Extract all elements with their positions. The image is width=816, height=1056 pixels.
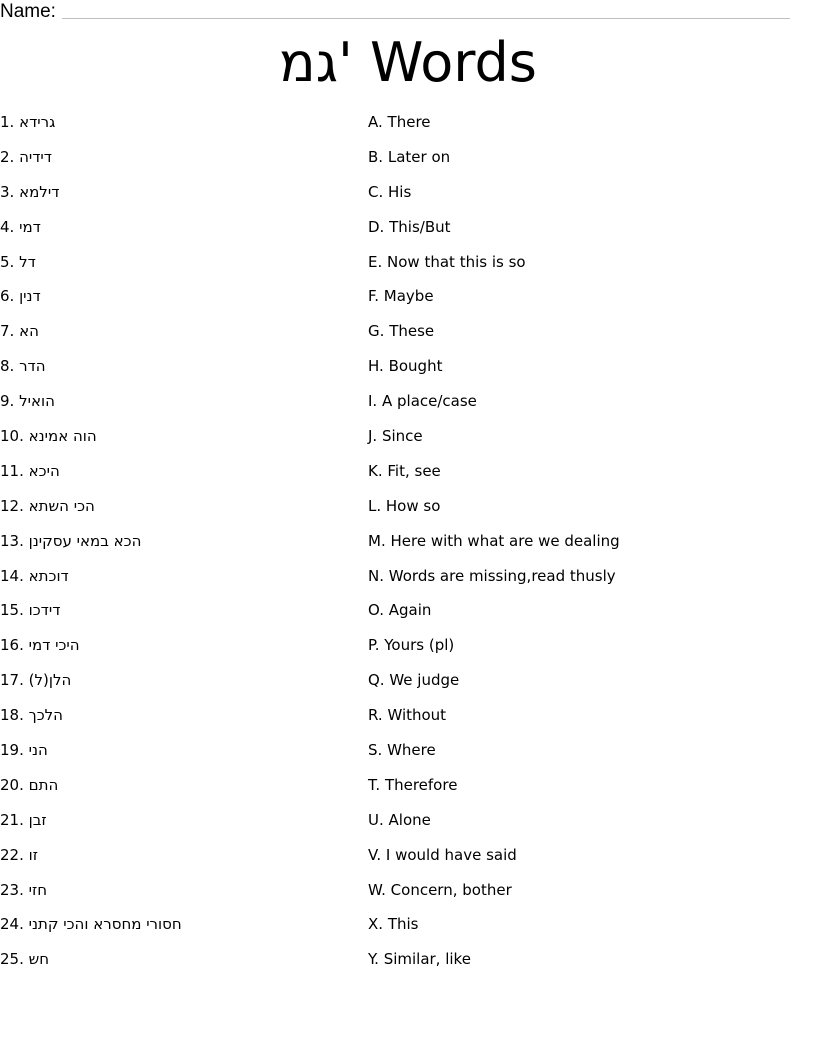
definition-text: Without: [387, 706, 447, 725]
word-number: 12.: [0, 496, 24, 515]
definition-letter: Y.: [368, 950, 379, 969]
definition-item: [368, 703, 808, 738]
definition-letter: S.: [368, 741, 383, 760]
definition-letter: G.: [368, 322, 385, 341]
word-number: 22.: [0, 845, 24, 864]
definition-text: There: [387, 113, 431, 131]
word-text: התם: [28, 775, 59, 794]
word-text: דמי: [19, 217, 41, 236]
definition-text: Maybe: [383, 287, 434, 306]
definition-item: [368, 947, 808, 982]
definition-letter: I.: [368, 392, 378, 411]
definition-text: A place/case: [381, 392, 477, 411]
word-number: 23.: [0, 880, 24, 899]
word-number: 19.: [0, 741, 24, 760]
definition-text: How so: [385, 496, 441, 515]
word-item: [0, 912, 360, 947]
definition-item: [368, 808, 808, 843]
word-text: חסורי מחסרא והכי קתני: [28, 915, 182, 934]
definition-text: We judge: [389, 671, 460, 690]
definition-item: [368, 389, 808, 424]
definition-item: [368, 878, 808, 913]
definition-letter: U.: [368, 810, 384, 829]
definition-letter: W.: [368, 880, 386, 899]
word-number: 16.: [0, 636, 24, 655]
word-item: [0, 843, 360, 878]
definition-text: Here with what are we dealing: [390, 531, 620, 550]
definition-item: [368, 180, 808, 215]
word-item: [0, 494, 360, 529]
word-item: [0, 633, 360, 668]
definition-text: Where: [387, 741, 436, 760]
name-row: [0, 0, 790, 22]
definition-item: [368, 633, 808, 668]
definition-text: Concern, bother: [390, 880, 512, 899]
word-text: הואיל: [19, 392, 55, 411]
word-number: 1.: [0, 113, 15, 131]
word-text: הוה אמינא: [28, 427, 97, 446]
definition-letter: M.: [368, 531, 386, 550]
word-item: [0, 424, 360, 459]
word-number: 10.: [0, 427, 24, 446]
word-text: זו: [28, 845, 38, 864]
definition-letter: J.: [368, 427, 378, 446]
definition-text: Yours (pl): [384, 636, 455, 655]
word-item: [0, 808, 360, 843]
word-text: זבן: [28, 810, 47, 829]
definition-text: Now that this is so: [387, 252, 526, 271]
word-number: 25.: [0, 950, 24, 969]
word-number: 21.: [0, 810, 24, 829]
definition-letter: A.: [368, 113, 383, 131]
word-item: [0, 598, 360, 633]
definition-text: Bought: [388, 357, 443, 376]
word-number: 13.: [0, 531, 24, 550]
word-item: [0, 564, 360, 599]
word-text: חש: [28, 950, 50, 969]
word-text: דוכתא: [28, 566, 69, 585]
name-label: Name:: [0, 1, 56, 22]
word-item: [0, 110, 360, 145]
word-item: [0, 389, 360, 424]
word-text: חזי: [28, 880, 47, 899]
definition-letter: Q.: [368, 671, 385, 690]
definition-item: [368, 424, 808, 459]
definition-text: This: [387, 915, 419, 934]
definition-item: [368, 459, 808, 494]
definition-letter: B.: [368, 147, 384, 166]
definition-letter: K.: [368, 461, 383, 480]
word-item: [0, 668, 360, 703]
definition-letter: V.: [368, 845, 382, 864]
definition-letter: D.: [368, 217, 385, 236]
word-item: [0, 284, 360, 319]
word-item: [0, 354, 360, 389]
definition-item: [368, 250, 808, 285]
word-item: [0, 319, 360, 354]
definition-text: Words are missing,read thusly: [388, 566, 616, 585]
definition-letter: T.: [368, 775, 381, 794]
definition-text: Since: [381, 427, 423, 446]
word-number: 11.: [0, 461, 24, 480]
word-item: [0, 145, 360, 180]
word-number: 6.: [0, 287, 15, 306]
definition-item: [368, 215, 808, 250]
definition-letter: N.: [368, 566, 384, 585]
definition-item: [368, 912, 808, 947]
definition-item: [368, 738, 808, 773]
definition-text: These: [389, 322, 435, 341]
word-number: 14.: [0, 566, 24, 585]
definition-item: [368, 354, 808, 389]
word-number: 4.: [0, 217, 15, 236]
word-list: [0, 110, 360, 982]
word-text: דידכו: [28, 601, 61, 620]
definition-text: Later on: [387, 147, 451, 166]
definition-letter: O.: [368, 601, 384, 620]
word-number: 8.: [0, 357, 15, 376]
word-item: [0, 459, 360, 494]
definition-letter: X.: [368, 915, 384, 934]
word-text: דל: [19, 252, 36, 271]
definition-text: I would have said: [385, 845, 517, 864]
definition-item: [368, 843, 808, 878]
word-text: הלכך: [28, 706, 63, 725]
definition-item: [368, 529, 808, 564]
definition-letter: L.: [368, 496, 382, 515]
word-text: דנין: [19, 287, 41, 306]
word-item: [0, 703, 360, 738]
definition-text: His: [388, 182, 412, 201]
word-number: 24.: [0, 915, 24, 934]
definition-text: This/But: [389, 217, 451, 236]
word-text: הא: [19, 322, 39, 341]
word-item: [0, 215, 360, 250]
definition-text: Similar, like: [383, 950, 471, 969]
definition-item: [368, 110, 808, 145]
word-number: 17.: [0, 671, 24, 690]
word-number: 7.: [0, 322, 15, 341]
definition-item: [368, 668, 808, 703]
word-text: הכי השתא: [28, 496, 95, 515]
word-text: הדר: [19, 357, 46, 376]
word-text: גרידא: [19, 113, 56, 131]
word-item: [0, 878, 360, 913]
definition-text: Again: [388, 601, 432, 620]
word-item: [0, 947, 360, 982]
definition-text: Therefore: [384, 775, 458, 794]
word-text: היכא: [28, 461, 60, 480]
definition-letter: H.: [368, 357, 384, 376]
word-item: [0, 738, 360, 773]
page-title: גמ' Words: [279, 31, 537, 94]
word-text: היכי דמי: [28, 636, 80, 655]
definition-letter: C.: [368, 182, 384, 201]
word-item: [0, 529, 360, 564]
definition-text: Alone: [388, 810, 431, 829]
definition-item: [368, 494, 808, 529]
word-text: דילמא: [19, 182, 60, 201]
word-text: הני: [28, 741, 48, 760]
definition-item: [368, 598, 808, 633]
word-number: 2.: [0, 147, 15, 166]
word-text: (ל)הלן: [28, 671, 72, 690]
definition-item: [368, 564, 808, 599]
word-number: 5.: [0, 252, 15, 271]
definition-letter: F.: [368, 287, 379, 306]
word-number: 18.: [0, 706, 24, 725]
word-number: 15.: [0, 601, 24, 620]
word-item: [0, 250, 360, 285]
word-text: דידיה: [19, 147, 52, 166]
word-number: 3.: [0, 182, 15, 201]
word-number: 9.: [0, 392, 15, 411]
definition-item: [368, 284, 808, 319]
definition-list: [368, 110, 808, 982]
definition-item: [368, 319, 808, 354]
word-item: [0, 773, 360, 808]
definition-item: [368, 145, 808, 180]
name-line[interactable]: [62, 18, 790, 19]
definition-item: [368, 773, 808, 808]
definition-text: Fit, see: [387, 461, 441, 480]
word-number: 20.: [0, 775, 24, 794]
definition-letter: P.: [368, 636, 380, 655]
word-item: [0, 180, 360, 215]
word-text: הכא במאי עסקינן: [28, 531, 142, 550]
definition-letter: R.: [368, 706, 383, 725]
definition-letter: E.: [368, 252, 383, 271]
